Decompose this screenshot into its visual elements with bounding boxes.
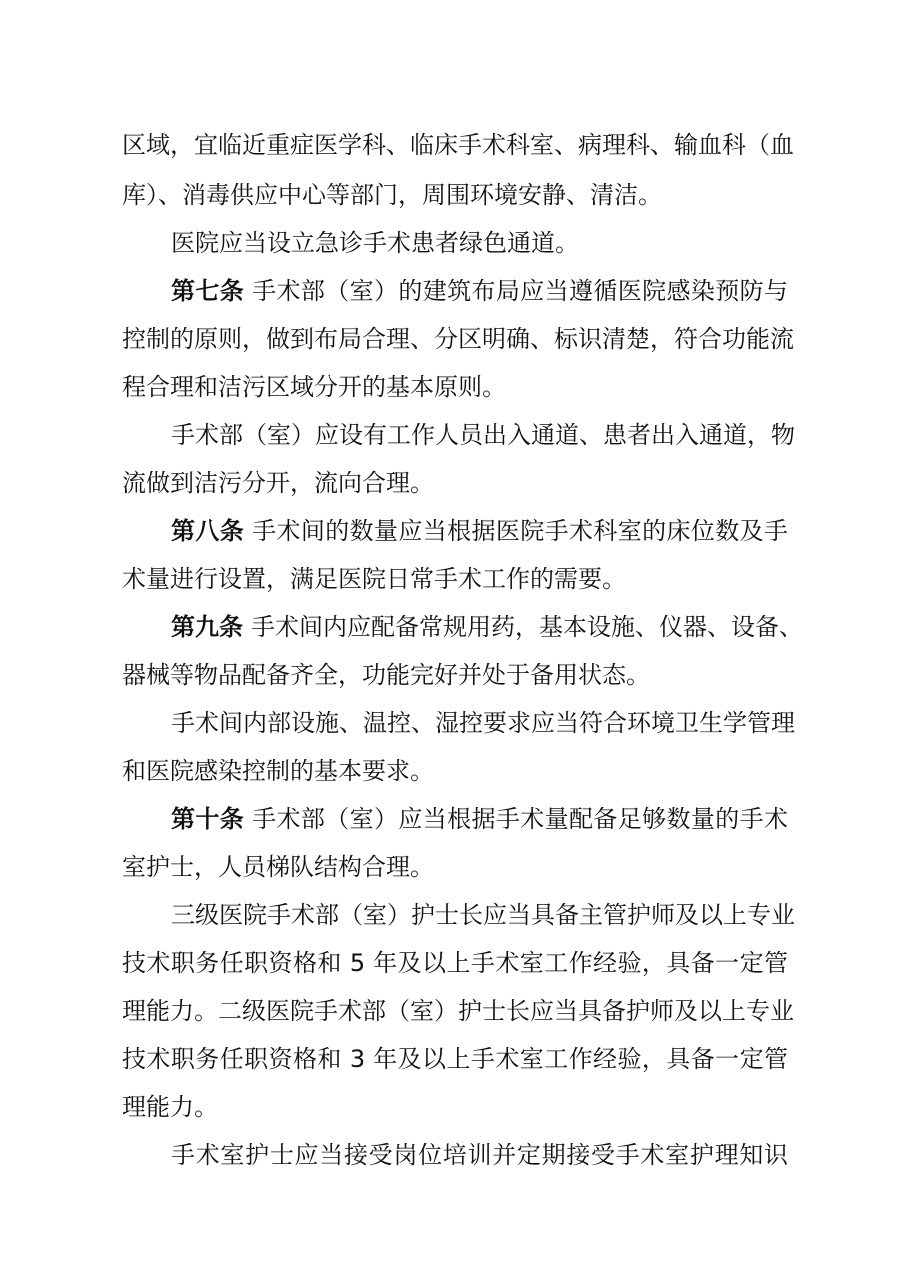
text-line: 三级医院手术部（室）护士长应当具备主管护师及以上专业 — [171, 901, 795, 929]
text-line: 器械等物品配备齐全，功能完好并处于备用状态。 — [122, 661, 650, 689]
article-paragraph-start — [171, 506, 788, 556]
article-heading: 第八条 — [171, 517, 245, 545]
text-line: 和医院感染控制的基本要求。 — [122, 757, 434, 785]
article-text: 手术间内应配备常规用药，基本设施、仪器、设备、 — [251, 613, 803, 641]
text-line: 手术室护士应当接受岗位培训并定期接受手术室护理知识 — [171, 1141, 788, 1169]
text-line: 室护士，人员梯队结构合理。 — [122, 853, 434, 881]
text-line: 程合理和洁污区域分开的基本原则。 — [122, 373, 506, 401]
article-heading: 第十条 — [171, 805, 245, 833]
text-line: 术量进行设置，满足医院日常手术工作的需要。 — [122, 565, 626, 593]
article-heading: 第九条 — [171, 613, 243, 641]
text-line: 区域，宜临近重症医学科、临床手术科室、病理科、输血科（血 — [122, 131, 794, 159]
text-line: 技术职务任职资格和 3 年及以上手术室工作经验，具备一定管 — [122, 1045, 788, 1073]
text-line: 手术间内部设施、温控、湿控要求应当符合环境卫生学管理 — [171, 709, 795, 737]
text-line: 手术部（室）应设有工作人员出入通道、患者出入通道，物 — [171, 421, 795, 449]
article-text: 手术部（室）的建筑布局应当遵循医院感染预防与 — [252, 277, 788, 305]
article-text: 手术部（室）应当根据手术量配备足够数量的手术 — [252, 805, 788, 833]
text-line: 理能力。 — [122, 1093, 218, 1121]
text-line: 库）、消毒供应中心等部门，周围环境安静、清洁。 — [122, 181, 662, 209]
article-text: 手术间的数量应当根据医院手术科室的床位数及手 — [252, 517, 788, 545]
article-paragraph-start — [171, 266, 788, 316]
article-paragraph-start — [171, 794, 788, 844]
text-line: 流做到洁污分开，流向合理。 — [122, 469, 434, 497]
text-line: 控制的原则，做到布局合理、分区明确、标识清楚，符合功能流 — [122, 325, 794, 353]
text-line: 医院应当设立急诊手术患者绿色通道。 — [171, 229, 579, 257]
text-line: 理能力。二级医院手术部（室）护士长应当具备护师及以上专业 — [122, 997, 794, 1025]
text-line: 技术职务任职资格和 5 年及以上手术室工作经验，具备一定管 — [122, 949, 788, 977]
article-heading: 第七条 — [171, 277, 245, 305]
article-paragraph-start — [171, 602, 803, 652]
